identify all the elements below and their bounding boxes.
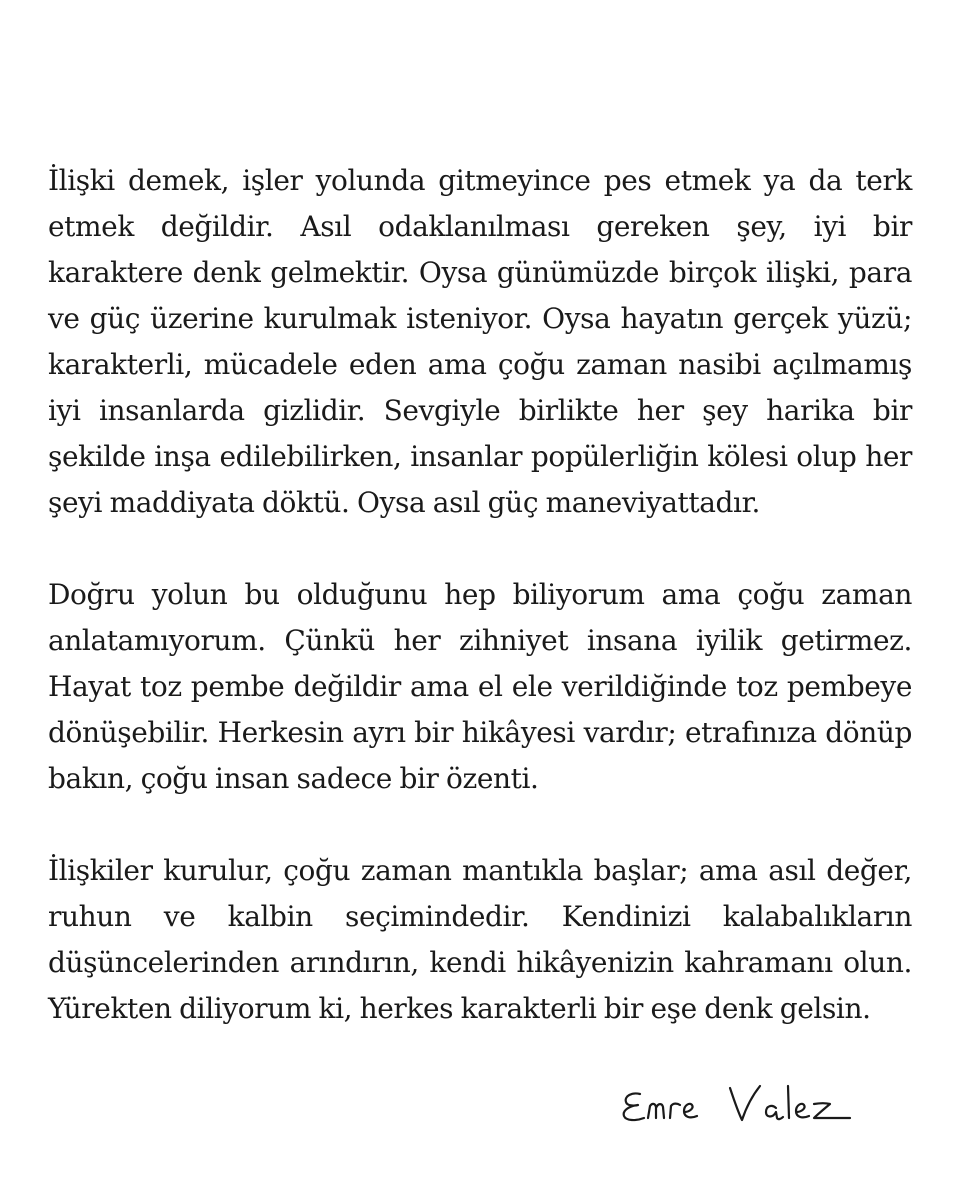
paragraph-2: Doğru yolun bu olduğunu hep biliyorum ama çoğu zaman anlatamıyorum. Çünkü her zihniyet insana iyilik getirmez. Hayat toz pembe değildir ama el ele verildiğinde toz pembeye dönüşebilir. Herkesin ayrı bir hikâyesi vardır; etrafınıza dönüp bakın, çoğu insan sadece bir özenti. [48, 578, 912, 795]
paragraph-3: İlişkiler kurulur, çoğu zaman mantıkla başlar; ama asıl değer, ruhun ve kalbin seçimindedir. Kendinizi kalabalıkların düşüncelerinden arındırın, kendi hikâyenizin kahramanı olun. Yürekten diliyorum ki, herkes karakterli bir eşe denk gelsin. [48, 854, 912, 1025]
text-body [48, 158, 912, 1032]
signature-drawing [618, 1078, 858, 1128]
paragraph-1: İlişki demek, işler yolunda gitmeyince pes etmek ya da terk etmek değildir. Asıl odaklanılması gereken şey, iyi bir karaktere denk gelmektir. Oysa günümüzde birçok ilişki, para ve güç üzerine kurulmak isteniyor. Oysa hayatın gerçek yüzü; karakterli, mücadele eden ama çoğu zaman nasibi açılmamış iyi insanlarda gizlidir. Sevgiyle birlikte her şey harika bir şekilde inşa edilebilirken, insanlar popülerliğin kölesi olup her şeyi maddiyata döktü. Oysa asıl güç maneviyattadır. [48, 164, 912, 519]
handwritten-signature [618, 1078, 858, 1128]
